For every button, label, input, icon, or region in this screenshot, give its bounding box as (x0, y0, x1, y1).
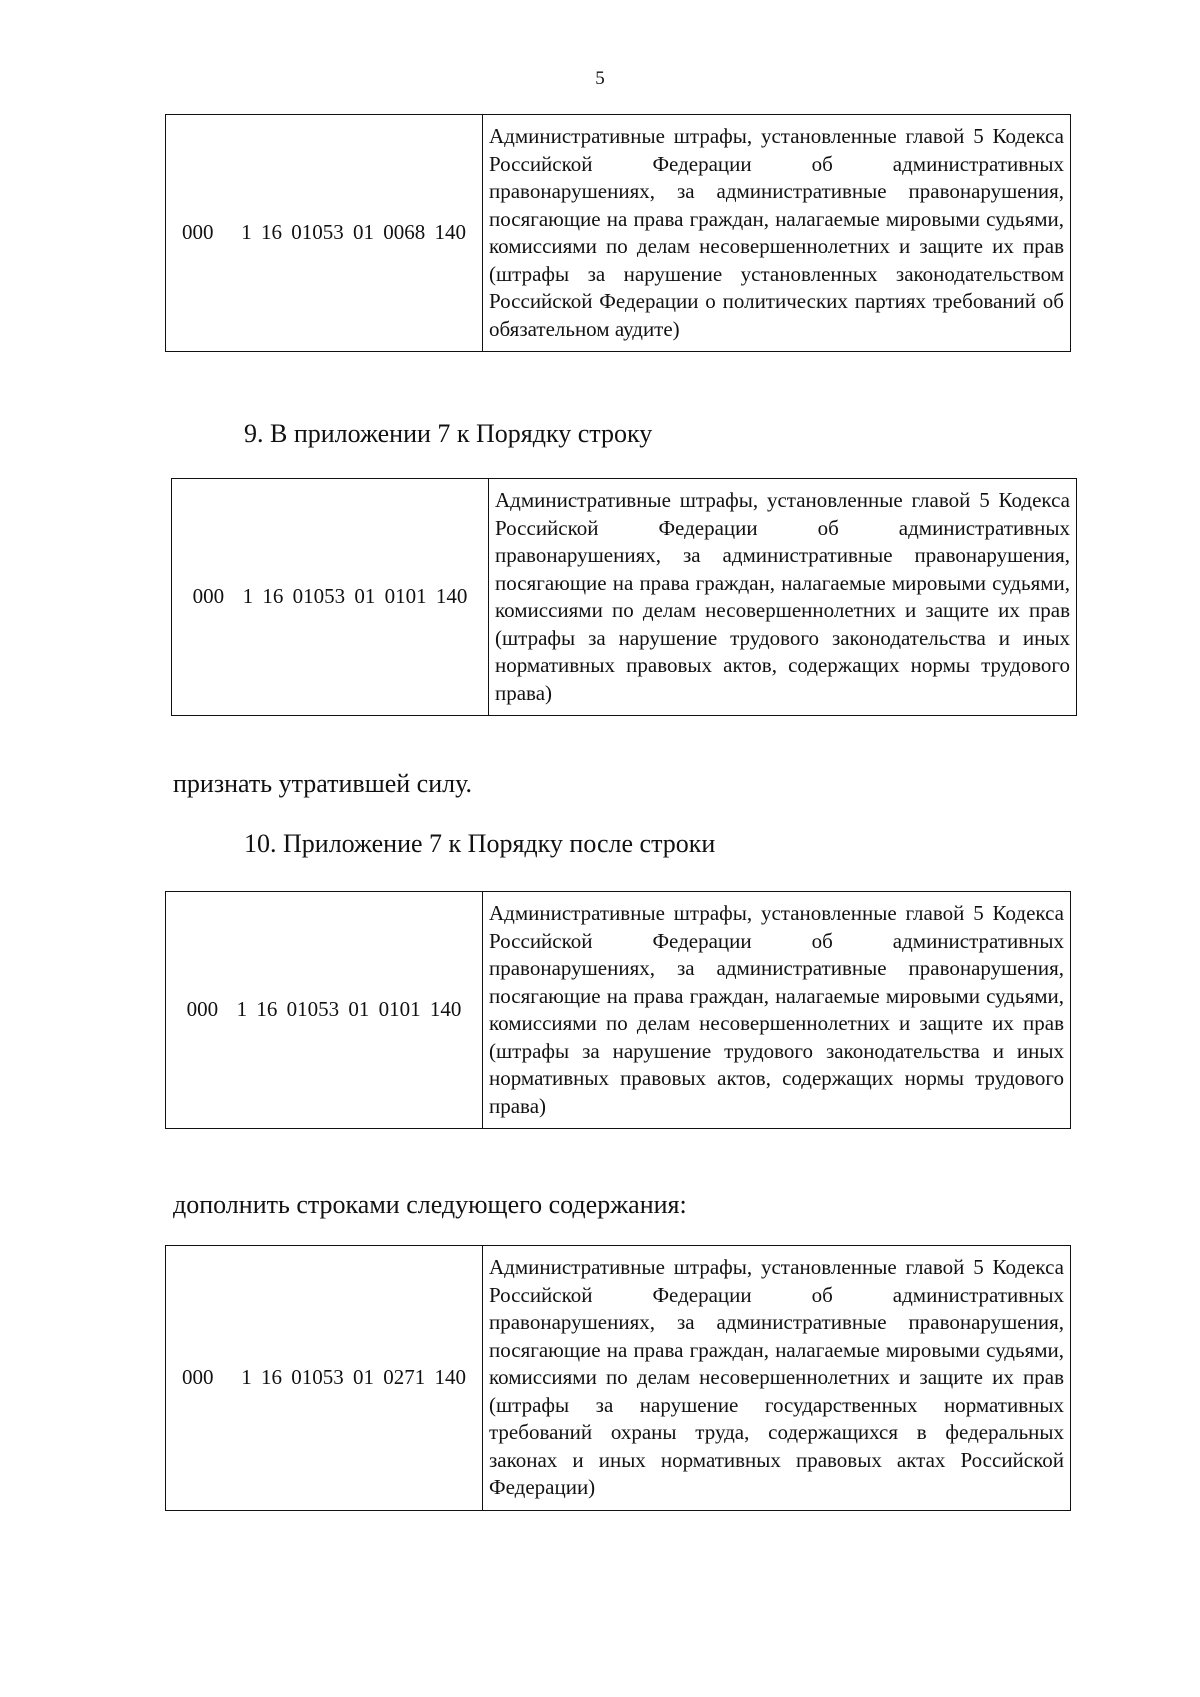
item-10-paragraph: 10. Приложение 7 к Порядку после строки (244, 829, 716, 858)
table-row (166, 1246, 1071, 1511)
budget-code-table (165, 114, 1071, 352)
table-row (172, 479, 1077, 716)
budget-code-table (165, 1245, 1071, 1511)
code-description: Административные штрафы, установленные главой 5 Кодекса Российской Федерации об административных правонарушениях, за административные правонарушения, посягающие на права граждан, налагаемые мировыми судьями, комиссиями по делам несовершеннолетних и защите их прав (штрафы за нарушение трудового законодательства и иных нормативных правовых актов, содержащих нормы трудового права) (489, 479, 1077, 716)
item-9-paragraph: 9. В приложении 7 к Порядку строку (244, 419, 653, 448)
code-description: Административные штрафы, установленные главой 5 Кодекса Российской Федерации об административных правонарушениях, за административные правонарушения, посягающие на права граждан, налагаемые мировыми судьями, комиссиями по делам несовершеннолетних и защите их прав (штрафы за нарушение трудового законодательства и иных нормативных правовых актов, содержащих нормы трудового права) (483, 892, 1071, 1129)
code-description: Административные штрафы, установленные главой 5 Кодекса Российской Федерации об административных правонарушениях, за административные правонарушения, посягающие на права граждан, налагаемые мировыми судьями, комиссиями по делам несовершеннолетних и защите их прав (штрафы за нарушение установленных законодательством Российской Федерации о политических партиях требований об обязательном аудите) (483, 115, 1071, 352)
budget-classification-code: 000 1 16 01053 01 0101 140 (166, 892, 483, 1129)
page-number: 5 (595, 68, 605, 89)
budget-classification-code: 000 1 16 01053 01 0271 140 (166, 1246, 483, 1511)
repeal-paragraph: признать утратившей силу. (173, 769, 472, 798)
budget-classification-code: 000 1 16 01053 01 0101 140 (172, 479, 489, 716)
table-row (166, 892, 1071, 1129)
budget-code-table (171, 478, 1077, 716)
budget-classification-code: 000 1 16 01053 01 0068 140 (166, 115, 483, 352)
table-row (166, 115, 1071, 352)
budget-code-table (165, 891, 1071, 1129)
code-description: Административные штрафы, установленные главой 5 Кодекса Российской Федерации об административных правонарушениях, за административные правонарушения, посягающие на права граждан, налагаемые мировыми судьями, комиссиями по делам несовершеннолетних и защите их прав (штрафы за нарушение государственных нормативных требований охраны труда, содержащихся в федеральных законах и иных нормативных правовых актах Российской Федерации) (483, 1246, 1071, 1511)
supplement-paragraph: дополнить строками следующего содержания: (173, 1190, 687, 1219)
